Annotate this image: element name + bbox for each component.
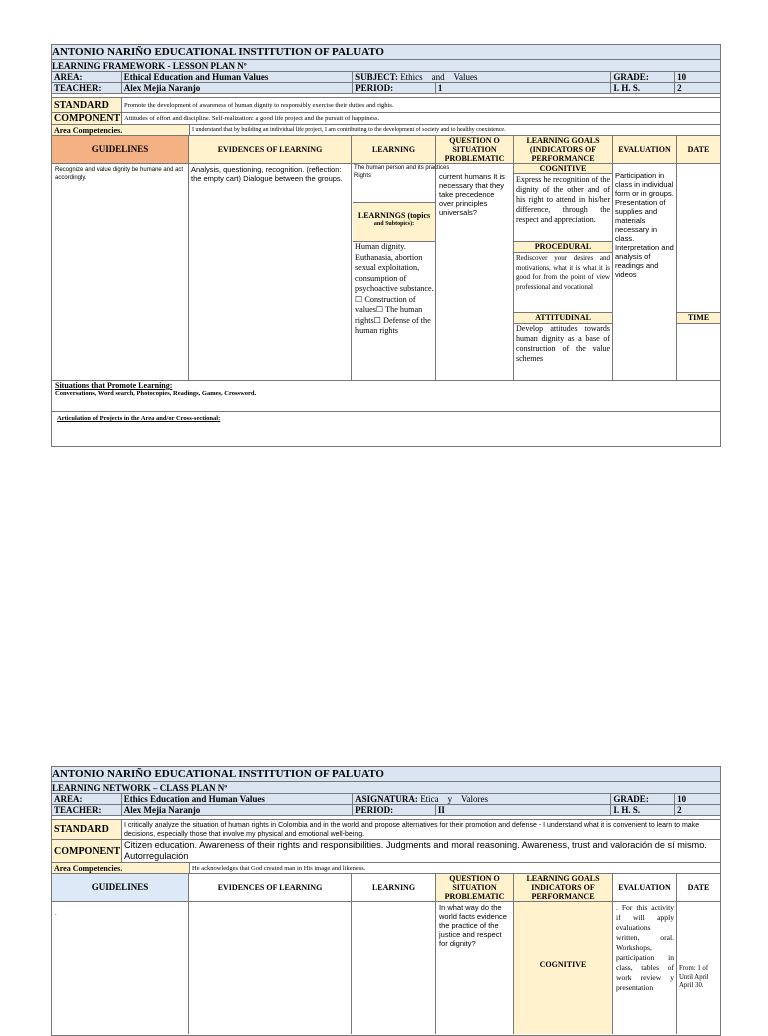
teacher-value: Alex Mejia Naranjo — [122, 83, 353, 93]
grade-label: GRADE: — [611, 794, 675, 804]
component-row — [52, 840, 720, 863]
date-text: From: 1 of Until April April 30. — [679, 965, 709, 989]
competencies-label: Area Competencies. — [52, 863, 190, 873]
goals-header: LEARNING GOALS INDICATORS OF PERFORMANCE — [514, 874, 612, 901]
learning-top-text: The human person and its practices Rights — [354, 165, 450, 179]
subject-value: Ethics and Values — [400, 72, 478, 82]
situations-row — [52, 381, 720, 412]
guidelines-header: GUIDELINES — [52, 136, 188, 163]
area-value: Ethics Education and Human Values — [122, 794, 353, 804]
area-row — [52, 72, 720, 83]
evaluation-header: EVALUATION — [613, 136, 676, 163]
cognitive-title: COGNITIVE — [539, 960, 587, 969]
institution-name: ANTONIO NARIÑO EDUCATIONAL INSTITUTION OF PALUATO — [52, 768, 384, 780]
standard-label: STANDARD — [52, 820, 122, 839]
ihs-value: 2 — [677, 805, 682, 815]
learnings-topics-box — [353, 202, 435, 242]
competencies-value: I understand that by building an individual life project, I am contributing to the development of society and to healthy coexistence. — [192, 127, 506, 133]
evidences-header: EVIDENCES OF LEARNING — [217, 883, 323, 892]
main-grid — [52, 136, 720, 381]
cognitive-text: Express he recognition of the dignity of the other and of his right to attend in his/her difference, through the respect and appreciation. — [516, 175, 610, 224]
plan-subtitle — [52, 782, 720, 794]
competencies-label: Area Competencies. — [52, 125, 190, 135]
learning-header: LEARNING — [352, 136, 435, 163]
plan-subtitle — [52, 60, 720, 72]
evaluation-header: EVALUATION — [618, 883, 671, 892]
standard-value: I critically analyze the situation of human rights in Colombia and in the world and propose alternatives for their promotion and defense - I understand what it is convenient to learn to make decisions, especially those that involve my physical and emotional well-being. — [124, 822, 700, 838]
goals-header: LEARNING GOALS (INDICATORS OF PERFORMANCE — [514, 136, 612, 163]
subject-field — [353, 72, 611, 82]
question-text: In what way do the world facts evidence the practice of the justice and respect for dignity? — [439, 903, 507, 948]
subject-label: ASIGNATURA: — [355, 794, 418, 804]
component-label: COMPONENT — [54, 113, 121, 124]
standard-row — [52, 98, 720, 113]
subtitle-text: LEARNING NETWORK – CLASS PLAN Nº — [52, 783, 228, 793]
area-label: AREA: — [52, 72, 122, 82]
competencies-row — [52, 125, 720, 136]
situations-label: Situations that Promote Learning: — [55, 381, 173, 390]
learning-header: LEARNING — [371, 883, 416, 892]
attitudinal-title: ATTITUDINAL — [514, 312, 612, 324]
grade-value: 10 — [677, 72, 687, 82]
grade-value: 10 — [677, 794, 687, 804]
question-header: QUESTION O SITUATION PROBLEMATIC — [436, 136, 513, 163]
teacher-label: TEACHER: — [52, 83, 122, 93]
ihs-label: I. H. S. — [611, 83, 675, 93]
procedural-title: PROCEDURAL — [514, 241, 612, 253]
learnings-list: Human dignity. Euthanasia, abortion sexual exploitation, consumption of psychoactive substance. ☐ Construction of values☐ The human rights☐ Defense of the human rights — [355, 242, 434, 335]
evaluation-text: Participation in class in individual form or in groups. Presentation of supplies and materials necessary in class. Interpretation and analysis of readings and videos — [615, 171, 674, 279]
period-label: PERIOD: — [353, 83, 436, 93]
period-label: PERIOD: — [353, 805, 436, 815]
standard-label: STANDARD — [52, 98, 122, 112]
procedural-text: Rediscover your desires and motivations, what it is what it is good for from the point of view professional and vocational — [516, 254, 610, 291]
question-header: QUESTION O SITUATION PROBLEMATIC — [436, 874, 513, 901]
period-value: II — [436, 805, 611, 815]
attitudinal-text: Develop attitudes towards human dignity as a base of construction of the value schemes — [516, 324, 610, 363]
area-row — [52, 794, 720, 805]
institution-title — [52, 767, 720, 782]
competencies-value: He acknowledges that God created man in His image and likeness. — [192, 865, 366, 872]
learnings-topics-title: LEARNINGS (topics — [357, 211, 431, 220]
date-header: DATE — [687, 883, 710, 892]
lesson-plan-2 — [51, 766, 721, 1036]
component-value: Attitudes of effort and discipline. Self-realization: a good life project and the pursuit of happiness. — [124, 115, 380, 122]
ihs-label: I. H. S. — [611, 805, 675, 815]
main-grid — [52, 874, 720, 1034]
component-row — [52, 113, 720, 125]
standard-row — [52, 820, 720, 840]
situations-value: Conversations, Word search, Photocopies, Readings, Games, Crossword. — [55, 390, 257, 397]
date-header: DATE — [677, 136, 720, 163]
lesson-plan-1 — [51, 44, 721, 447]
component-label: COMPONENT — [52, 840, 122, 862]
institution-title — [52, 45, 720, 60]
evidences-header: EVIDENCES OF LEARNING — [189, 136, 351, 163]
standard-value: Promote the development of awareness of human dignity to responsibly exercise their duties and rights. — [124, 102, 394, 109]
cognitive-box — [514, 902, 612, 1034]
ihs-value: 2 — [677, 83, 682, 93]
subject-field — [353, 794, 611, 804]
competencies-row — [52, 863, 720, 874]
area-label: AREA: — [52, 794, 122, 804]
subject-label: SUBJECT: — [355, 72, 398, 82]
articulation-row — [52, 412, 720, 425]
guidelines-text: . — [55, 911, 57, 917]
teacher-label: TEACHER: — [52, 805, 122, 815]
subtitle-text: LEARNING FRAMEWORK - LESSON PLAN Nº — [52, 61, 247, 71]
teacher-value: Alex Mejia Naranjo — [122, 805, 353, 815]
time-label: TIME — [677, 312, 720, 324]
articulation-label: Articulation of Projects in the Area and/or Cross-sectional: — [57, 415, 221, 422]
component-value: Citizen education. Awareness of their rights and responsibilities. Judgments and moral reasoning. Awareness, trust and valoración de sí mismo. Autorregulación — [124, 840, 707, 861]
cognitive-title: COGNITIVE — [514, 164, 612, 174]
teacher-row — [52, 83, 720, 94]
grade-label: GRADE: — [611, 72, 675, 82]
evidences-text: Analysis, questioning, recognition. (reflection: the empty cart) Dialogue between the groups. — [191, 165, 343, 183]
teacher-row — [52, 805, 720, 816]
question-text: current humans It is necessary that they take precedence over principles universals? — [439, 172, 505, 217]
evaluation-text: . For this activity if will apply evaluations written, oral. Workshops, participation in class, tables of work review y presentation — [616, 903, 674, 992]
area-value: Ethical Education and Human Values — [122, 72, 353, 82]
subject-value: Etica y Valores — [420, 794, 489, 804]
guidelines-text: Recognize and value dignity be humane and act accordingly. — [55, 167, 184, 181]
period-value: 1 — [436, 83, 611, 93]
learnings-topics-sub: and Subtopics): — [373, 221, 415, 227]
institution-name: ANTONIO NARIÑO EDUCATIONAL INSTITUTION OF PALUATO — [52, 46, 384, 58]
guidelines-header: GUIDELINES — [52, 874, 188, 901]
